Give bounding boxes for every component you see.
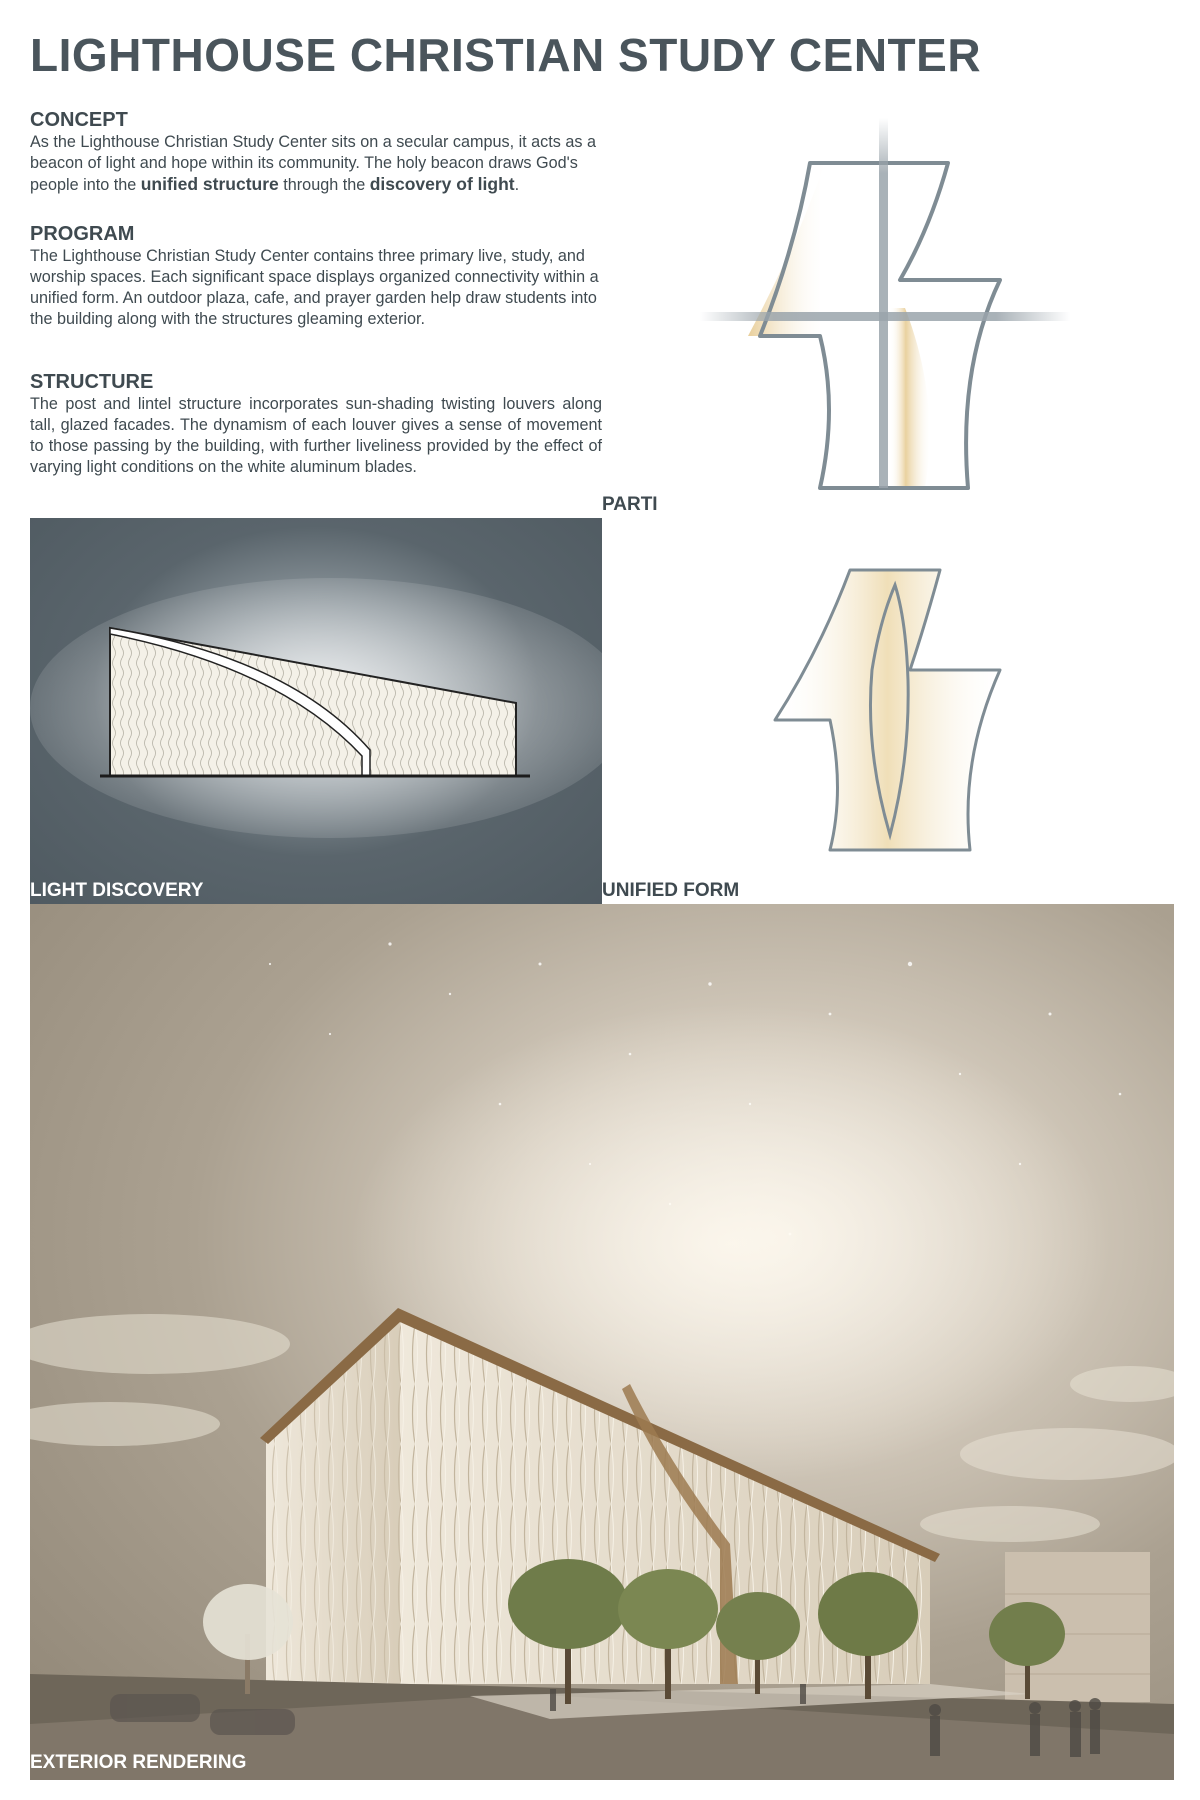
light-discovery-label: LIGHT DISCOVERY — [30, 880, 204, 901]
unified-form-diagram — [760, 560, 1010, 860]
concept-emphasis-unified: unified structure — [140, 174, 279, 194]
program-text: The Lighthouse Christian Study Center contains three primary live, study, and worship spaces. Each significant space displays organized connectivity within a unified form. An outdoor plaza, cafe, and prayer garden help draw students into the building along with the structures gleaming exterior. — [30, 247, 599, 328]
program-heading: PROGRAM — [30, 223, 135, 245]
structure-section — [30, 370, 602, 478]
concept-emphasis-light: discovery of light — [369, 174, 515, 194]
parti-label: PARTI — [602, 494, 658, 515]
concept-heading: CONCEPT — [30, 109, 128, 131]
structure-text: The post and lintel structure incorporates sun-shading twisting louvers along tall, glazed facades. The dynamism of each louver gives a sense of movement to those passing by the building, with further liveliness provided by the effect of varying light conditions on the white aluminum blades. — [30, 395, 602, 476]
program-section — [30, 222, 602, 330]
light-discovery-panel — [30, 518, 602, 904]
concept-text: As the Lighthouse Christian Study Center sits on a secular campus, it acts as a beacon of light and hope within its community. The holy beacon draws God's people into the unified structure through the discovery of light. — [30, 133, 596, 194]
unified-form-label: UNIFIED FORM — [602, 880, 740, 901]
exterior-rendering — [30, 904, 1174, 1780]
structure-heading: STRUCTURE — [30, 371, 154, 393]
page-title: LIGHTHOUSE CHRISTIAN STUDY CENTER — [30, 29, 982, 81]
exterior-rendering-label: EXTERIOR RENDERING — [30, 1752, 247, 1773]
concept-section — [30, 108, 602, 196]
parti-diagram — [700, 118, 1070, 498]
